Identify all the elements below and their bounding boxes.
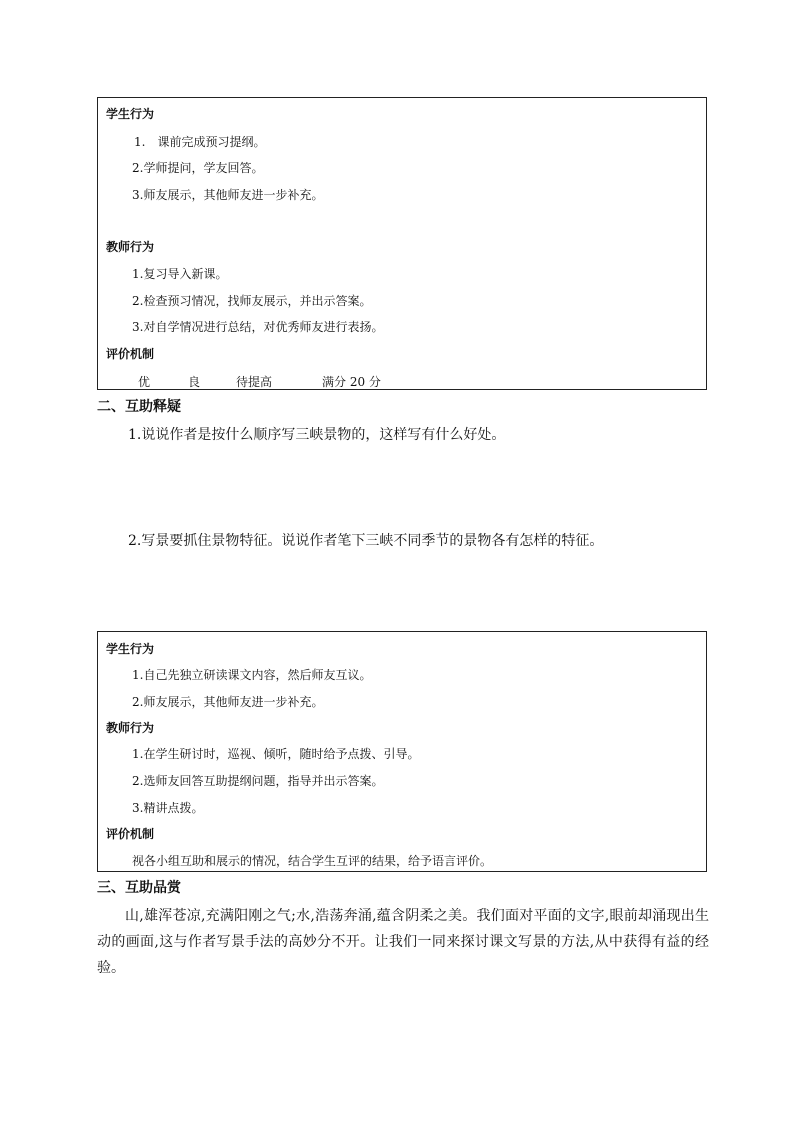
evaluation-heading: 评价机制 [106, 347, 155, 361]
activity-table-2 [97, 631, 707, 872]
student-behavior-heading: 学生行为 [106, 107, 155, 121]
grade-good: 良 [188, 375, 201, 389]
teacher-item-3: 3.对自学情况进行总结，对优秀师友进行表扬。 [132, 320, 384, 334]
student-behavior-heading: 学生行为 [106, 642, 155, 656]
grade-excellent: 优 [138, 375, 151, 389]
student-item-1: 1.自己先独立研读课文内容，然后师友互议。 [132, 668, 372, 682]
activity-table-1 [97, 97, 707, 390]
teacher-item-2: 2.选师友回答互助提纲问题，指导并出示答案。 [132, 774, 384, 788]
section-2-title: 二、互助释疑 [97, 399, 181, 415]
teacher-item-3: 3.精讲点拨。 [132, 801, 204, 815]
evaluation-options [138, 373, 381, 390]
teacher-behavior-heading: 教师行为 [106, 721, 155, 735]
question-2: 2.写景要抓住景物特征。说说作者笔下三峡不同季节的景物各有怎样的特征。 [128, 533, 604, 549]
teacher-item-2: 2.检查预习情况，找师友展示，并出示答案。 [132, 294, 372, 308]
teacher-item-1: 1.复习导入新课。 [132, 267, 228, 281]
teacher-item-1: 1.在学生研讨时，巡视、倾听，随时给予点拨、引导。 [132, 747, 420, 761]
question-1: 1.说说作者是按什么顺序写三峡景物的，这样写有什么好处。 [128, 427, 506, 443]
teacher-behavior-heading: 教师行为 [106, 240, 155, 254]
section-3-paragraph: 山,雄浑苍凉,充满阳刚之气;水,浩荡奔涌,蕴含阴柔之美。我们面对平面的文字,眼前却涌现出生动的画面,这与作者写景手法的高妙分不开。让我们一同来探讨课文写景的方法,从中获得有益的经验。 [97, 908, 709, 976]
full-score: 满分 20 分 [322, 375, 381, 389]
section-3-title: 三、互助品赏 [97, 880, 181, 896]
evaluation-heading: 评价机制 [106, 827, 155, 841]
student-item-1: 1. 课前完成预习提纲。 [134, 135, 266, 149]
grade-needs-improvement: 待提高 [236, 375, 273, 389]
student-item-2: 2.学师提问，学友回答。 [132, 161, 264, 175]
student-item-2: 2.师友展示，其他师友进一步补充。 [132, 695, 324, 709]
student-item-3: 3.师友展示，其他师友进一步补充。 [132, 188, 324, 202]
evaluation-text: 视各小组互助和展示的情况，结合学生互评的结果，给予语言评价。 [132, 854, 493, 868]
